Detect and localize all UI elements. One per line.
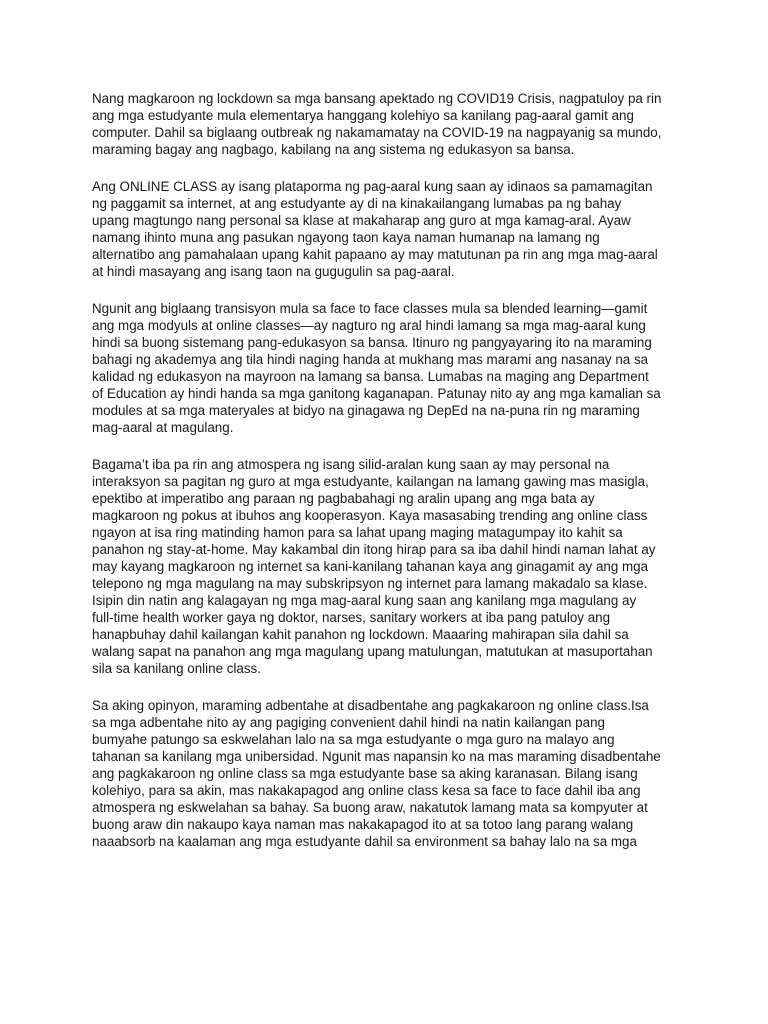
text-line: sa mga adbentahe nito ay ang pagiging convenient dahil hindi na natin kailangan pang (92, 715, 605, 730)
text-line: naaabsorb na kaalaman ang mga estudyante dahil sa environment sa bahay lalo na sa mga (92, 834, 637, 849)
text-line: hindi sa buong sistemang pang-edukasyon sa bansa. Itinuro ng pangyayaring ito na maraming (92, 335, 652, 350)
text-line: hanapbuhay dahil kailangan kahit panahon ng lockdown. Maaaring mahirapan sila dahil sa (92, 627, 629, 642)
text-line: upang magtungo nang personal sa klase at makaharap ang guro at mga kamag-aral. Ayaw (92, 213, 631, 228)
text-line: ang mga modyuls at online classes—ay nagturo ng aral hindi lamang sa mga mag-aaral kung (92, 318, 646, 333)
text-line: sila sa kanilang online class. (92, 661, 261, 676)
text-line: may kayang magkaroon ng internet sa kani-kanilang tahanan kaya ang ginagamit ay ang mga (92, 559, 649, 574)
text-line: at hindi masayang ang isang taon na gugugulin sa pag-aaral. (92, 264, 455, 279)
text-line: buong araw din nakaupo kaya naman mas nakakapagod ito at sa totoo lang parang walang (92, 817, 634, 832)
paragraph-1 (92, 90, 708, 158)
text-line: full-time health worker gaya ng doktor, narses, sanitary workers at iba pang patuloy ang (92, 610, 611, 625)
text-line: maraming bagay ang nagbago, kabilang na ang sistema ng edukasyon sa bansa. (92, 142, 575, 157)
text-line: of Education ay hindi handa sa mga ganitong kaganapan. Patunay nito ay ang mga kamalian sa (92, 386, 661, 401)
text-line: atmospera ng eskwelahan sa bahay. Sa buong araw, nakatutok lamang mata sa kompyuter at (92, 800, 648, 815)
text-line: walang sapat na panahon ang mga magulang upang matulungan, matutukan at masuportahan (92, 644, 653, 659)
text-line: interaksyon sa pagitan ng guro at mga estudyante, kailangan na lamang gawing mas masigla, (92, 474, 649, 489)
text-line: bahagi ng akademya ang tila hindi naging handa at mukhang mas marami ang nasanay na sa (92, 352, 649, 367)
text-line: Ang ONLINE CLASS ay isang plataporma ng pag-aaral kung saan ay idinaos sa pamamagitan (92, 179, 653, 194)
text-line: tahanan sa kanilang mga unibersidad. Ngunit mas napansin ko na mas maraming disadbentahe (92, 749, 661, 764)
text-line: Ngunit ang biglaang transisyon mula sa face to face classes mula sa blended learning—gamit (92, 301, 648, 316)
text-line: mag-aaral at magulang. (92, 420, 234, 435)
text-line: kolehiyo, para sa akin, mas nakakapagod ang online class kesa sa face to face dahil iba ang (92, 783, 641, 798)
text-line: Isipin din natin ang kalagayan ng mga mag-aaral kung saan ang kanilang mga magulang ay (92, 593, 637, 608)
text-line: telepono ng mga magulang na may subskripsyon ng internet para lamang makadalo sa klase. (92, 576, 648, 591)
text-line: ang mga estudyante mula elementarya hanggang kolehiyo sa kanilang pag-aaral gamit ang (92, 108, 634, 123)
text-line: kalidad ng edukasyon na mayroon na lamang sa bansa. Lumabas na maging ang Department (92, 369, 649, 384)
text-line: bumyahe patungo sa eskwelahan lalo na sa mga estudyante o mga guro na malayo ang (92, 732, 615, 747)
text-line: panahon ng stay-at-home. May kakambal din itong hirap para sa iba dahil hindi naman lahat ay (92, 542, 656, 557)
text-line: magkaroon ng pokus at ibuhos ang kooperasyon. Kaya masasabing trending ang online class (92, 508, 648, 523)
text-line: alternatibo ang pamahalaan upang kahit papaano ay may matutunan pa rin ang mga mag-aaral (92, 247, 658, 262)
text-line: epektibo at imperatibo ang paraan ng pagbabahagi ng aralin upang ang mga bata ay (92, 491, 595, 506)
text-line: modules at sa mga materyales at bidyo na ginagawa ng DepEd na na-puna rin ng maraming (92, 403, 640, 418)
paragraph-4 (92, 456, 708, 677)
paragraph-5 (92, 697, 708, 850)
text-line: Nang magkaroon ng lockdown sa mga bansang apektado ng COVID19 Crisis, nagpatuloy pa rin (92, 91, 662, 106)
text-line: ang pagkakaroon ng online class sa mga estudyante base sa aking karanasan. Bilang isang (92, 766, 638, 781)
paragraph-3 (92, 300, 708, 436)
text-line: namang ihinto muna ang pasukan ngayong taon kaya naman humanap na lamang ng (92, 230, 600, 245)
paragraph-2 (92, 178, 708, 280)
text-line: ng paggamit sa internet, at ang estudyante ay di na kinakailangang lumabas pa ng bahay (92, 196, 622, 211)
text-line: Sa aking opinyon, maraming adbentahe at disadbentahe ang pagkakaroon ng online class.Isa (92, 698, 649, 713)
text-line: Bagama’t iba pa rin ang atmospera ng isang silid-aralan kung saan ay may personal na (92, 457, 610, 472)
text-line: computer. Dahil sa biglaang outbreak ng nakamamatay na COVID-19 na nagpayanig sa mundo, (92, 125, 662, 140)
text-line: ngayon at isa ring matinding hamon para sa lahat upang maging matagumpay ito kahit sa (92, 525, 623, 540)
